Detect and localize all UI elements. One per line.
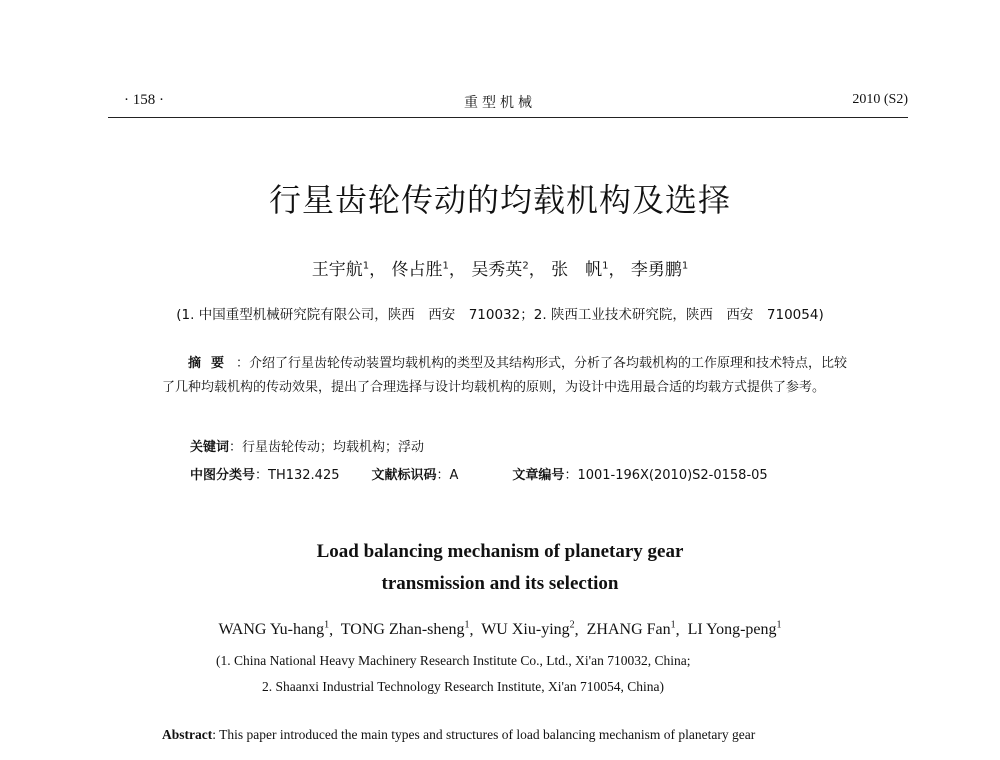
header-rule xyxy=(108,117,908,118)
journal-name: 重型机械 xyxy=(464,95,536,111)
issue-label: 2010 (S2) xyxy=(852,92,908,107)
author-en: WANG Yu-hang$^1$ xyxy=(218,620,330,639)
author-zh: 吴秀英$^2$ xyxy=(471,260,529,280)
author-en: WU Xiu-ying$^2$ xyxy=(481,620,575,639)
affiliation-english-line-2: 2. Shaanxi Industrial Technology Research Institute, Xi'an 710054, China) xyxy=(262,679,665,694)
article-number-label: 文章编号 xyxy=(512,468,565,483)
doc-code-label: 文献标识码 xyxy=(371,468,437,483)
page-number: · 158 · xyxy=(124,92,164,108)
classification-row xyxy=(190,464,768,483)
author-en: ZHANG Fan$^1$ xyxy=(586,620,676,639)
author-en: TONG Zhan-sheng$^1$ xyxy=(340,620,470,639)
title-en-line-1: Load balancing mechanism of planetary gear xyxy=(316,541,684,562)
abstract-zh-text: ：介绍了行星齿轮传动装置均载机构的类型及其结构形式，分析了各均载机构的工作原理和技术特点，比较了几种均载机构的传动效果，提出了合理选择与设计均载机构的原则，为设计中选用最合适的均载方式提供了参考。 xyxy=(162,356,848,395)
author-zh: 李勇鹏$^1$ xyxy=(630,260,689,280)
article-number-value: ：1001-196X(2010)S2-0158-05 xyxy=(564,468,768,483)
clc-value: ：TH132.425 xyxy=(255,468,340,483)
author-zh: 王宇航$^1$ xyxy=(311,260,370,280)
affiliation-english-line-1: (1. China National Heavy Machinery Research Institute Co., Ltd., Xi'an 710032, China; xyxy=(216,653,691,668)
author-zh: 张 帆$^1$ xyxy=(551,260,609,280)
abstract-en-label: Abstract xyxy=(162,727,213,742)
keywords-label: 关键词 xyxy=(190,440,230,455)
title-en-line-2: transmission and its selection xyxy=(381,573,619,594)
affiliation-chinese: (1. 中国重型机械研究院有限公司，陕西 西安 710032；2. 陕西工业技术研究院，陕西 西安 710054) xyxy=(176,307,824,323)
abstract-chinese xyxy=(162,352,848,400)
clc-label: 中图分类号 xyxy=(190,468,256,483)
title-chinese: 行星齿轮传动的均载机构及选择 xyxy=(268,181,731,219)
authors-english: WANG Yu-hang$^1$, TONG Zhan-sheng$^1$, WU Xiu-ying$^2$, ZHANG Fan$^1$, LI Yong-peng$^1$ xyxy=(218,620,782,639)
author-zh: 佟占胜$^1$ xyxy=(391,260,449,280)
abstract-zh-label: 摘要 xyxy=(188,356,235,371)
author-en: LI Yong-peng$^1$ xyxy=(687,620,782,639)
keywords-text: ：行星齿轮传动；均载机构；浮动 xyxy=(229,440,425,455)
abstract-en-text: : This paper introduced the main types and structures of load balancing mechanism of planetary gear xyxy=(212,727,756,742)
authors-chinese: 王宇航$^1$， 佟占胜$^1$， 吴秀英$^2$， 张 帆$^1$， 李勇鹏$^1$ xyxy=(311,260,689,280)
abstract-english xyxy=(162,727,755,743)
doc-code-value: ：A xyxy=(436,468,459,483)
title-english xyxy=(0,536,1000,600)
keywords-chinese xyxy=(190,436,424,455)
